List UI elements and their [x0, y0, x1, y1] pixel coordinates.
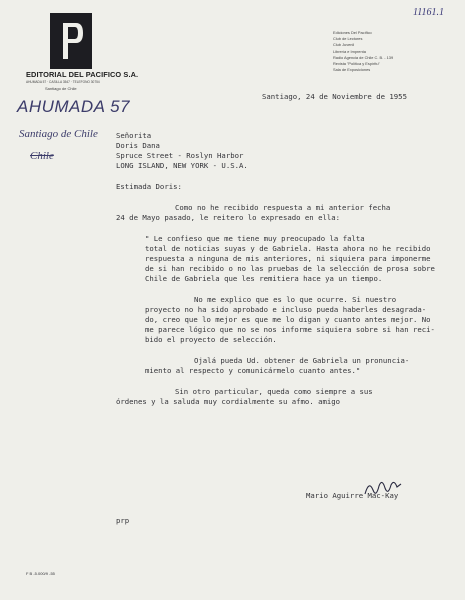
- body-line: Como no he recibido respuesta a mi anterior fecha: [175, 203, 391, 212]
- company-address: AHUMADA 57 · CASILLA 3547 · TELEFONO 30754: [26, 80, 100, 84]
- body-line: Chile de Gabriela que les remitiera hace ya un tiempo.: [145, 274, 383, 283]
- letter-date: Santiago, 24 de Noviembre de 1955: [262, 92, 407, 101]
- footer-print-code: F B -5.000/9 -55: [26, 571, 55, 576]
- body-line: total de noticias suyas y de Gabriela. Hasta ahora no he recibido: [145, 244, 431, 253]
- body-line: miento al respecto y comunicármelo cuanto antes.": [145, 366, 361, 375]
- service-item: Librería e Imprenta: [333, 48, 366, 54]
- recipient-line: LONG ISLAND, NEW YORK - U.S.A.: [116, 161, 248, 170]
- service-item: Revista "Política y Espíritu": [333, 61, 380, 67]
- body-line: me parece lógico que no se nos informe siquiera sobre si han reci-: [145, 325, 435, 334]
- services-list: [333, 30, 393, 73]
- body-line: " Le confieso que me tiene muy preocupado la falta: [145, 234, 365, 243]
- service-item: Club Juvenil: [333, 42, 355, 48]
- handwritten-struck-word: Chile: [30, 150, 54, 162]
- salutation: Estimada Doris:: [116, 182, 182, 191]
- archive-reference-number: 11161.1: [413, 7, 445, 18]
- handwritten-city: Santiago de Chile: [19, 128, 98, 140]
- body-line: do, creo que lo mejor es que me lo digan y cuanto antes mejor. No: [145, 315, 431, 324]
- company-name: EDITORIAL DEL PACIFICO S.A.: [26, 70, 139, 79]
- service-item: Radio Agencia de Chile C. B. - 139: [333, 54, 394, 60]
- service-item: Ediciones Del Pacífico: [333, 30, 372, 35]
- recipient-line: Doris Dana: [116, 141, 160, 150]
- body-line: bido el proyecto de selección.: [145, 335, 277, 344]
- recipient-line: Spruce Street - Roslyn Harbor: [116, 151, 244, 160]
- body-line: de si han recibido o no las pruebas de la selección de prosa sobre: [145, 264, 435, 273]
- service-item: Sala de Exposiciones: [333, 67, 371, 73]
- recipient-line: Señorita: [116, 131, 152, 140]
- body-line: Ojalá pueda Ud. obtener de Gabriela un pronuncia-: [194, 356, 410, 365]
- body-line: No me explico que es lo que ocurre. Si nuestro: [194, 295, 397, 304]
- typist-initials: prp: [116, 516, 130, 525]
- p-letter-logo-icon: [50, 13, 92, 69]
- body-line: proyecto no ha sido aprobado e incluso pueda haberles desagrada-: [145, 305, 427, 314]
- publisher-logo: [50, 13, 92, 69]
- body-line: respuesta a ninguna de mis anteriores, ni siquiera para imponerme: [145, 254, 431, 263]
- company-city: Santiago de Chile: [45, 86, 77, 91]
- signer-name: Mario Aguirre Mac-Kay: [306, 491, 399, 500]
- body-line: 24 de Mayo pasado, le reitero lo expresado en ella:: [116, 213, 341, 222]
- body-line: Sin otro particular, queda como siempre a sus: [175, 387, 373, 396]
- service-item: Club de Lectores: [333, 36, 363, 42]
- body-line: órdenes y la saluda muy cordialmente su afmo. amigo: [116, 397, 341, 406]
- handwritten-street: AHUMADA 57: [17, 97, 131, 116]
